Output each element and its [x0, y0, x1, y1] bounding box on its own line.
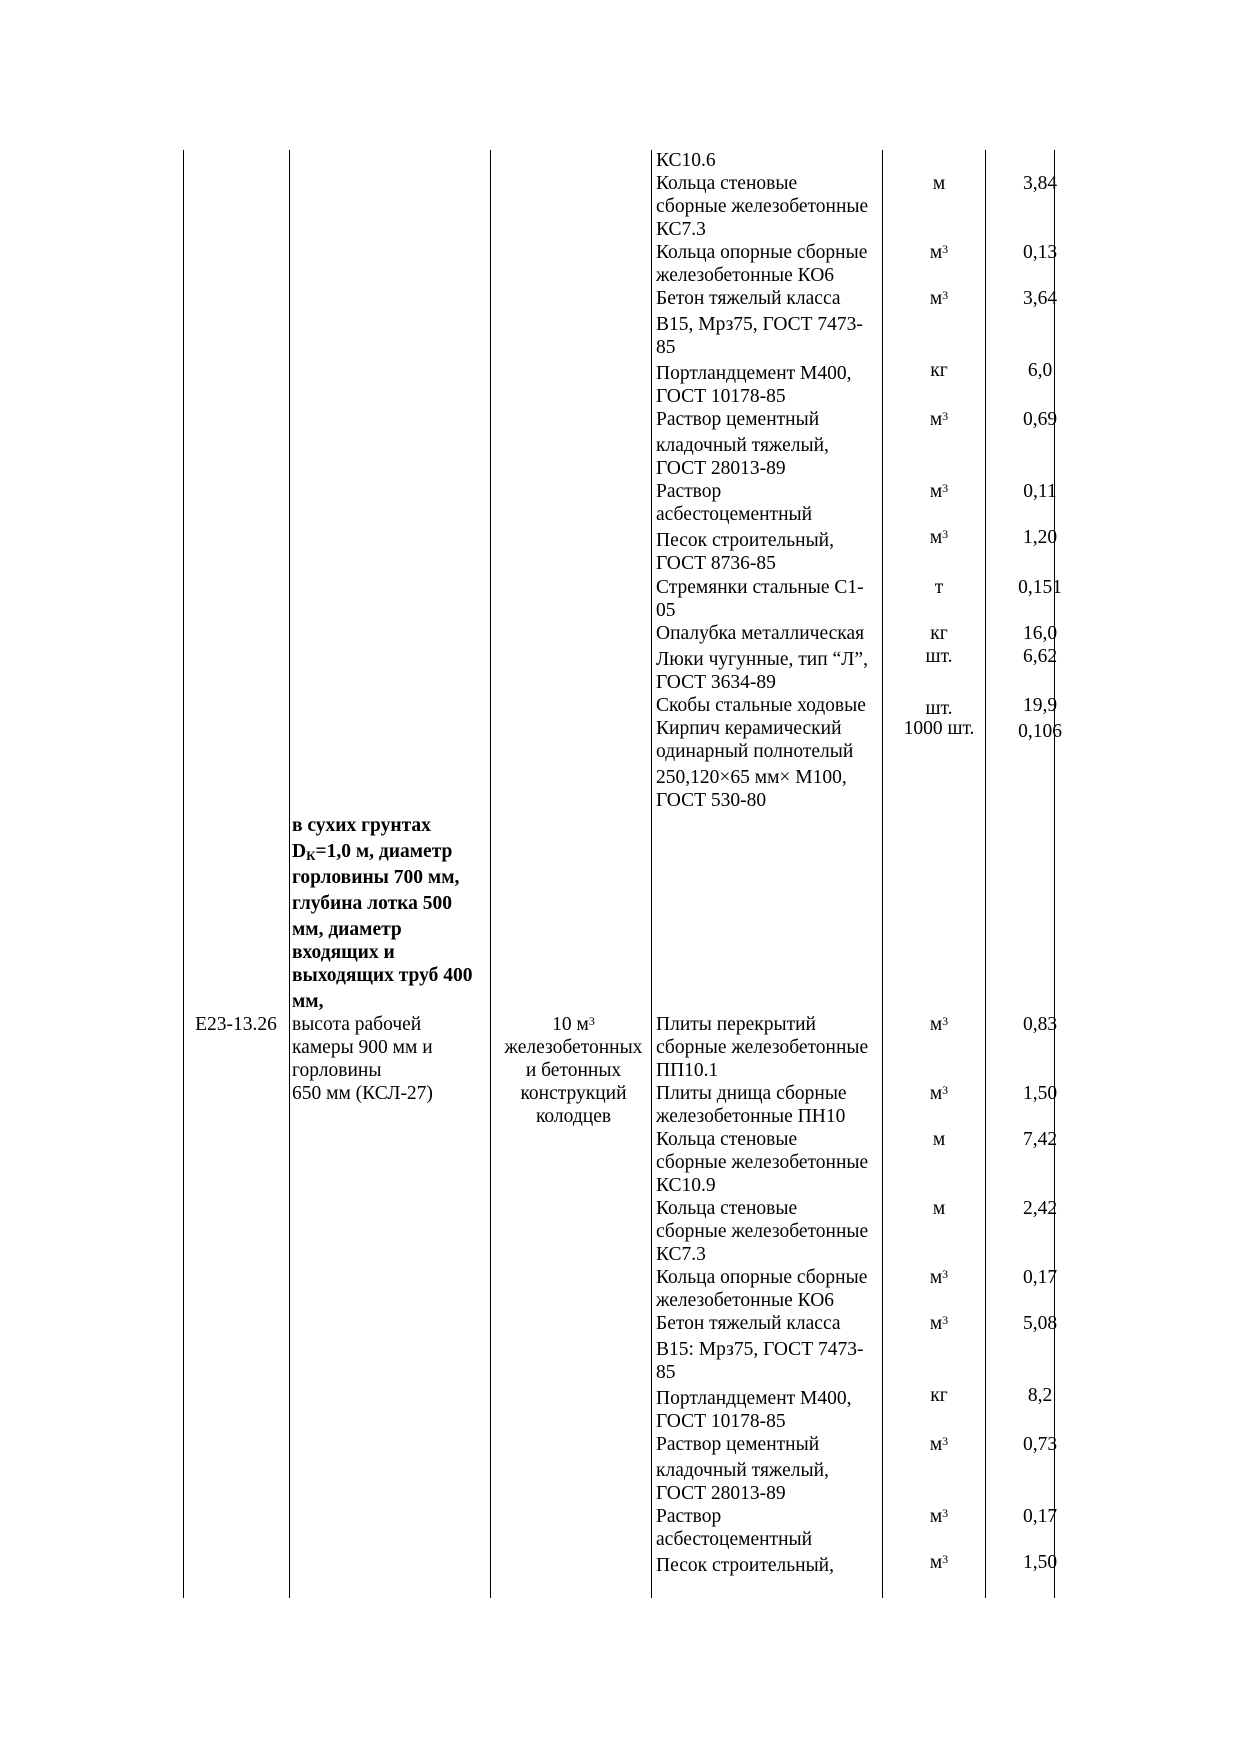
unit-cell: $м^3$: [929, 242, 949, 263]
quantity-cell: 1,50: [1022, 1552, 1058, 1573]
material-line: Кольца опорные сборные: [656, 242, 868, 263]
quantity-cell: 0,73: [1022, 1434, 1058, 1455]
material-line: Бетон тяжелый класса: [656, 288, 841, 309]
material-line: железобетонные КО6: [656, 1290, 835, 1311]
unit-cell: $м^3$: [929, 481, 949, 502]
unit-cell: кг: [930, 1385, 948, 1406]
quantity-cell: 6,0: [1027, 360, 1053, 381]
column-border-2: [289, 150, 290, 1598]
material-line: железобетонные КО6: [656, 265, 835, 286]
unit-cell: шт.: [925, 698, 953, 719]
heading-line: входящих и: [292, 942, 395, 963]
column-border-5: [882, 150, 883, 1598]
measure-line: 10 $м^3$: [552, 1014, 595, 1035]
heading-line2-rest: =1,0 м, диаметр: [315, 841, 453, 862]
material-line: Стремянки стальные С1-: [656, 577, 864, 598]
material-line: В15: Мрз75, ГОСТ 7473-: [656, 1339, 864, 1360]
quantity-cell: 0,11: [1023, 481, 1057, 502]
material-line: сборные железобетонные: [656, 1221, 869, 1242]
quantity-cell: 6,62: [1022, 646, 1058, 667]
material-line: кладочный тяжелый,: [656, 1460, 829, 1481]
material-line: Портландцемент М400,: [656, 363, 852, 384]
unit-cell: шт.: [925, 646, 953, 667]
unit-cell: $м^3$: [929, 1506, 949, 1527]
material-line: ГОСТ 3634-89: [656, 672, 776, 693]
unit-cell: $м^3$: [929, 1267, 949, 1288]
material-line: ПП10.1: [656, 1060, 719, 1081]
quantity-cell: 1,20: [1022, 527, 1058, 548]
material-line: сборные железобетонные: [656, 1152, 869, 1173]
measure-line: железобетонных: [504, 1037, 643, 1058]
material-line: Кольца стеновые: [656, 1198, 798, 1219]
rate-code: Е23-13.26: [195, 1014, 277, 1035]
heading-line: мм,: [292, 991, 324, 1012]
material-line: ГОСТ 10178-85: [656, 386, 786, 407]
unit-cell: $м^3$: [929, 409, 949, 430]
heading-line: глубина лотка 500: [292, 893, 452, 914]
unit-cell: $м^3$: [929, 1434, 949, 1455]
quantity-cell: 0,13: [1022, 242, 1058, 263]
column-border-1: [183, 150, 184, 1598]
material-line: КС7.3: [656, 1244, 706, 1265]
quantity-cell: 19,9: [1022, 695, 1058, 716]
quantity-cell: 0,151: [1018, 577, 1062, 598]
material-line: ГОСТ 530-80: [656, 790, 767, 811]
material-line: ГОСТ 28013-89: [656, 1483, 786, 1504]
quantity-cell: 5,08: [1022, 1313, 1058, 1334]
material-line: Песок строительный,: [656, 530, 834, 551]
material-line: ГОСТ 10178-85: [656, 1411, 786, 1432]
quantity-cell: 0,17: [1022, 1267, 1058, 1288]
material-line: КС10.6: [656, 150, 716, 171]
material-line: КС10.9: [656, 1175, 716, 1196]
material-line: ГОСТ 8736-85: [656, 553, 776, 574]
quantity-cell: 16,0: [1022, 623, 1058, 644]
unit-cell: $м^3$: [929, 1552, 949, 1573]
unit-cell: м: [932, 173, 946, 194]
column-border-3: [490, 150, 491, 1598]
unit-cell: $м^3$: [929, 1313, 949, 1334]
measure-line: конструкций: [520, 1083, 627, 1104]
material-line: кладочный тяжелый,: [656, 435, 829, 456]
material-line: асбестоцементный: [656, 1529, 813, 1550]
material-line: Люки чугунные, тип “Л”,: [656, 649, 868, 670]
material-line: Бетон тяжелый класса: [656, 1313, 841, 1334]
unit-cell: м: [932, 1129, 946, 1150]
quantity-cell: 3,84: [1022, 173, 1058, 194]
heading-line: выходящих труб 400: [292, 965, 473, 986]
material-line: Раствор: [656, 481, 722, 502]
unit-cell: кг: [930, 623, 948, 644]
description-line: высота рабочей: [292, 1014, 422, 1035]
material-line: Кольца стеновые: [656, 1129, 798, 1150]
material-line: Портландцемент М400,: [656, 1388, 852, 1409]
unit-cell: $м^3$: [929, 527, 949, 548]
material-line: Песок строительный,: [656, 1555, 834, 1576]
description-line: камеры 900 мм и: [292, 1037, 433, 1058]
unit-cell: кг: [930, 360, 948, 381]
heading-line-diameter: [292, 840, 452, 864]
measure-line: колодцев: [535, 1106, 612, 1127]
material-line: асбестоцементный: [656, 504, 813, 525]
measure-line: и бетонных: [525, 1060, 622, 1081]
quantity-cell: 1,50: [1022, 1083, 1058, 1104]
material-line: ГОСТ 28013-89: [656, 458, 786, 479]
quantity-cell: 8,2: [1027, 1385, 1053, 1406]
material-line: 85: [656, 1362, 676, 1383]
material-line: 85: [656, 337, 676, 358]
heading-line: мм, диаметр: [292, 919, 402, 940]
material-line: В15, Мрз75, ГОСТ 7473-: [656, 314, 863, 335]
material-line: Плиты перекрытий: [656, 1014, 816, 1035]
unit-cell: т: [934, 577, 944, 598]
unit-cell: 1000 шт.: [903, 718, 975, 739]
quantity-cell: 2,42: [1022, 1198, 1058, 1219]
material-line: сборные железобетонные: [656, 1037, 869, 1058]
material-line: Кирпич керамический: [656, 718, 842, 739]
unit-cell: $м^3$: [929, 1083, 949, 1104]
column-border-4: [651, 150, 652, 1598]
quantity-cell: 3,64: [1022, 288, 1058, 309]
material-line: КС7.3: [656, 219, 706, 240]
quantity-cell: 7,42: [1022, 1129, 1058, 1150]
quantity-cell: 0,17: [1022, 1506, 1058, 1527]
quantity-cell: 0,106: [1018, 721, 1062, 742]
material-line: Кольца стеновые: [656, 173, 798, 194]
material-line: Раствор цементный: [656, 409, 820, 430]
heading-line: горловины 700 мм,: [292, 867, 460, 888]
unit-cell: $м^3$: [929, 288, 949, 309]
heading-subscript: К: [306, 848, 316, 863]
material-line: 05: [656, 600, 676, 621]
quantity-cell: 0,83: [1022, 1014, 1058, 1035]
material-line: Раствор цементный: [656, 1434, 820, 1455]
material-line: железобетонные ПН10: [656, 1106, 846, 1127]
material-line: Кольца опорные сборные: [656, 1267, 868, 1288]
description-line: 650 мм (КСЛ-27): [292, 1083, 433, 1104]
quantity-cell: 0,69: [1022, 409, 1058, 430]
unit-cell: $м^3$: [929, 1014, 949, 1035]
description-line: горловины: [292, 1060, 382, 1081]
unit-cell: м: [932, 1198, 946, 1219]
heading-line: в сухих грунтах: [292, 815, 431, 836]
material-line: сборные железобетонные: [656, 196, 869, 217]
material-line: Опалубка металлическая: [656, 623, 865, 644]
material-line: Плиты днища сборные: [656, 1083, 847, 1104]
material-line: Скобы стальные ходовые: [656, 695, 866, 716]
heading-symbol: D: [292, 841, 307, 862]
material-line: одинарный полнотелый: [656, 741, 854, 762]
material-line: 250,120×65 мм× М100,: [656, 767, 847, 788]
material-line: Раствор: [656, 1506, 722, 1527]
